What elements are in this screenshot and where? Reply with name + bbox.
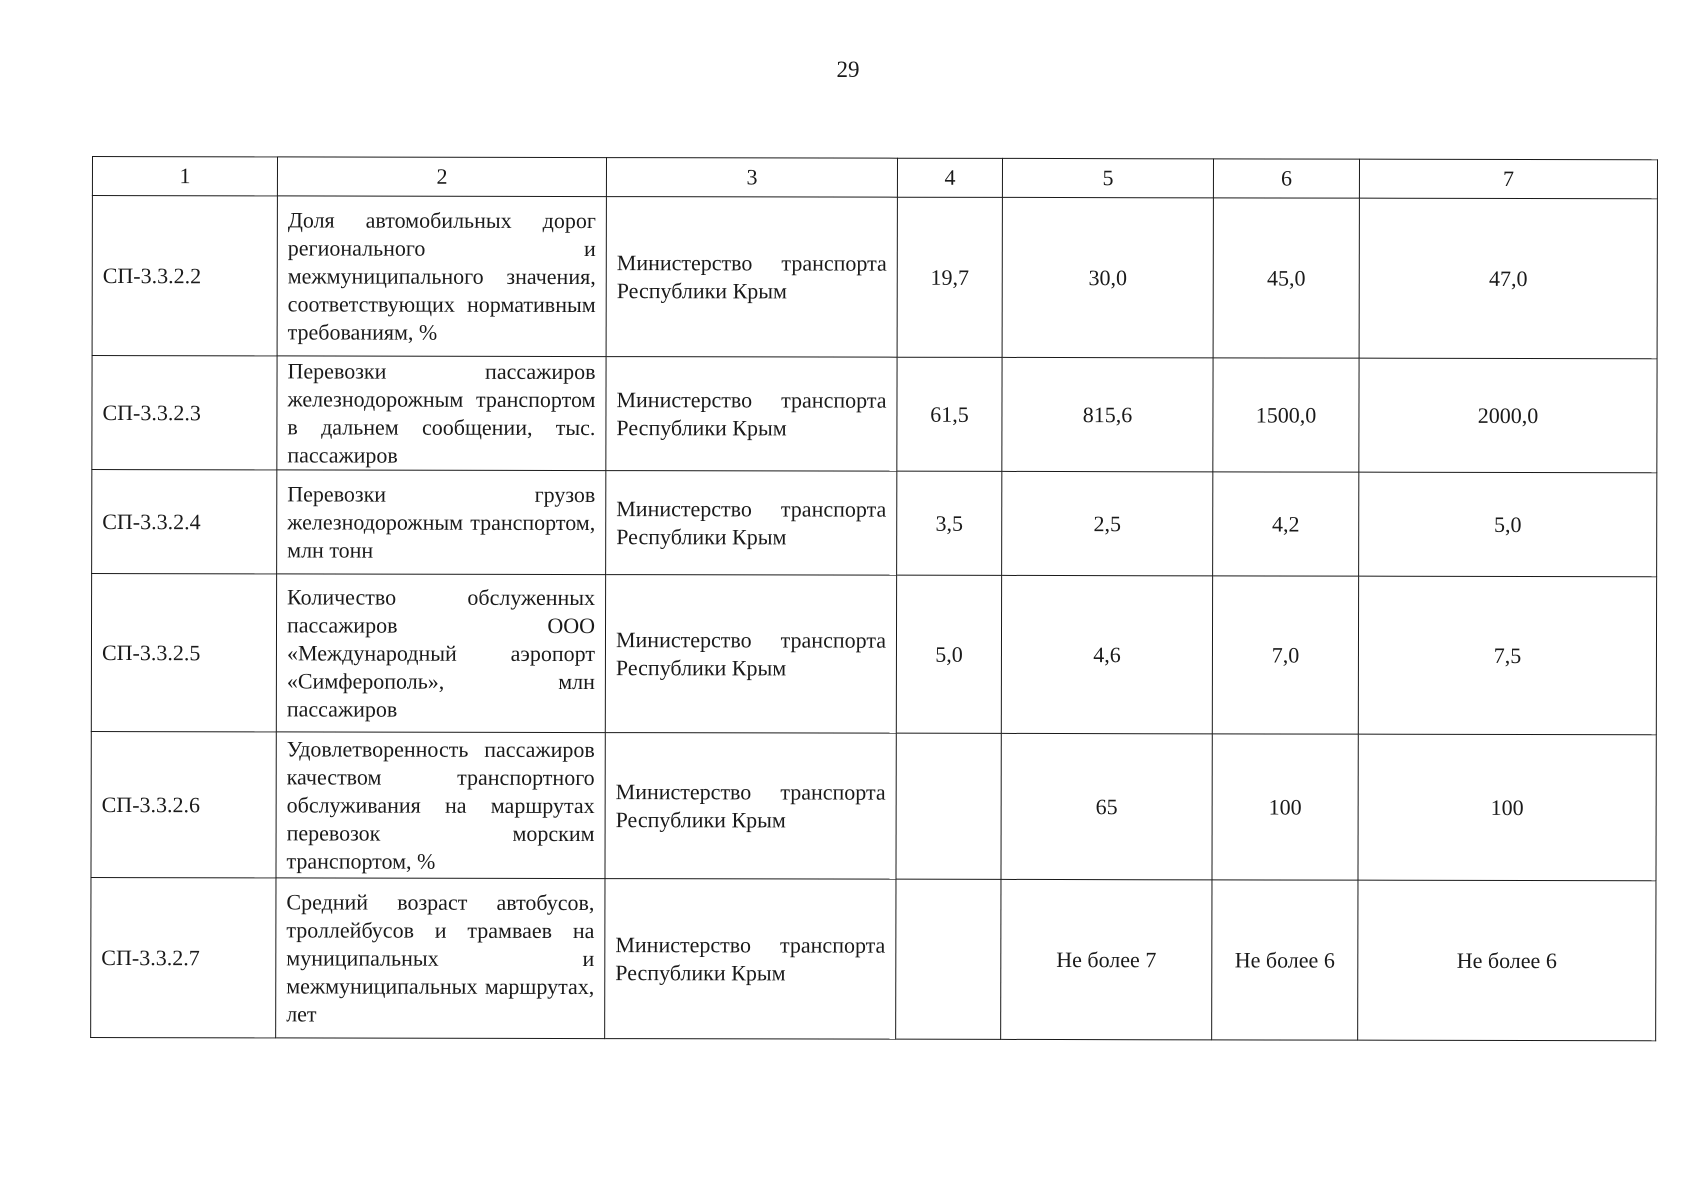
indicator-code: СП-3.3.2.4 xyxy=(92,470,277,574)
value-col5: Не более 7 xyxy=(1001,879,1212,1039)
table-row xyxy=(92,356,1657,473)
indicator-name: Удовлетворенность пассажиров качеством транспортного обслуживания на маршрутах перевозок морским транспортом, % xyxy=(276,732,605,879)
column-header: 2 xyxy=(277,157,606,197)
value-col4: 61,5 xyxy=(897,357,1002,471)
indicator-code: СП-3.3.2.2 xyxy=(92,196,277,356)
indicator-name: Перевозки грузов железнодорожным транспортом, млн тонн xyxy=(277,470,606,575)
responsible-executor: Министерство транспорта Республики Крым xyxy=(605,575,896,734)
indicator-code: СП-3.3.2.6 xyxy=(91,731,276,877)
value-col7: 7,5 xyxy=(1358,576,1656,735)
indicator-code: СП-3.3.2.3 xyxy=(92,356,277,470)
responsible-executor: Министерство транспорта Республики Крым xyxy=(606,471,897,576)
column-header: 7 xyxy=(1359,159,1657,199)
table-row xyxy=(91,731,1656,880)
value-col4 xyxy=(896,879,1001,1039)
value-col7: 47,0 xyxy=(1359,198,1657,359)
value-col4: 5,0 xyxy=(896,575,1001,733)
value-col6: 45,0 xyxy=(1213,198,1359,358)
value-col5: 815,6 xyxy=(1002,357,1213,471)
table-row xyxy=(91,877,1656,1040)
value-col6: 4,2 xyxy=(1213,472,1359,576)
indicators-table xyxy=(90,156,1658,1041)
value-col6: Не более 6 xyxy=(1212,880,1358,1040)
value-col5: 4,6 xyxy=(1001,575,1212,733)
column-header: 3 xyxy=(606,158,897,198)
indicator-name: Количество обслуженных пассажиров ООО «Международный аэропорт «Симферополь», млн пассажиров xyxy=(276,574,605,733)
responsible-executor: Министерство транспорта Республики Крым xyxy=(605,879,896,1040)
indicator-code: СП-3.3.2.5 xyxy=(91,574,276,732)
column-header: 1 xyxy=(92,157,277,196)
value-col7: Не более 6 xyxy=(1358,880,1656,1041)
page-number: 29 xyxy=(836,57,860,82)
indicator-name: Перевозки пассажиров железнодорожным транспортом в дальнем сообщении, тыс. пассажиров xyxy=(277,356,606,471)
value-col6: 100 xyxy=(1212,734,1358,880)
value-col7: 100 xyxy=(1358,734,1656,881)
table-row xyxy=(92,470,1657,577)
value-col5: 30,0 xyxy=(1002,197,1213,357)
indicator-code: СП-3.3.2.7 xyxy=(91,877,276,1037)
table-row xyxy=(91,574,1656,735)
column-header: 5 xyxy=(1002,158,1213,197)
value-col5: 65 xyxy=(1001,733,1212,879)
value-col6: 1500,0 xyxy=(1213,358,1359,472)
value-col4: 3,5 xyxy=(897,471,1002,575)
responsible-executor: Министерство транспорта Республики Крым xyxy=(606,197,897,358)
value-col5: 2,5 xyxy=(1002,471,1213,575)
value-col6: 7,0 xyxy=(1212,576,1358,734)
value-col4 xyxy=(896,733,1001,879)
value-col7: 2000,0 xyxy=(1359,358,1657,473)
column-header: 4 xyxy=(897,158,1002,197)
header-row xyxy=(92,157,1657,199)
table-row xyxy=(92,196,1657,359)
responsible-executor: Министерство транспорта Республики Крым xyxy=(606,357,897,472)
value-col4: 19,7 xyxy=(897,197,1002,357)
indicator-name: Средний возраст автобусов, троллейбусов и трамваев на муниципальных и межмуниципальных маршрутах, лет xyxy=(276,878,605,1039)
value-col7: 5,0 xyxy=(1359,472,1657,577)
column-header: 6 xyxy=(1213,159,1359,198)
responsible-executor: Министерство транспорта Республики Крым xyxy=(605,733,896,880)
indicator-name: Доля автомобильных дорог регионального и межмуниципального значения, соответствующих нормативным требованиям, % xyxy=(277,196,606,357)
